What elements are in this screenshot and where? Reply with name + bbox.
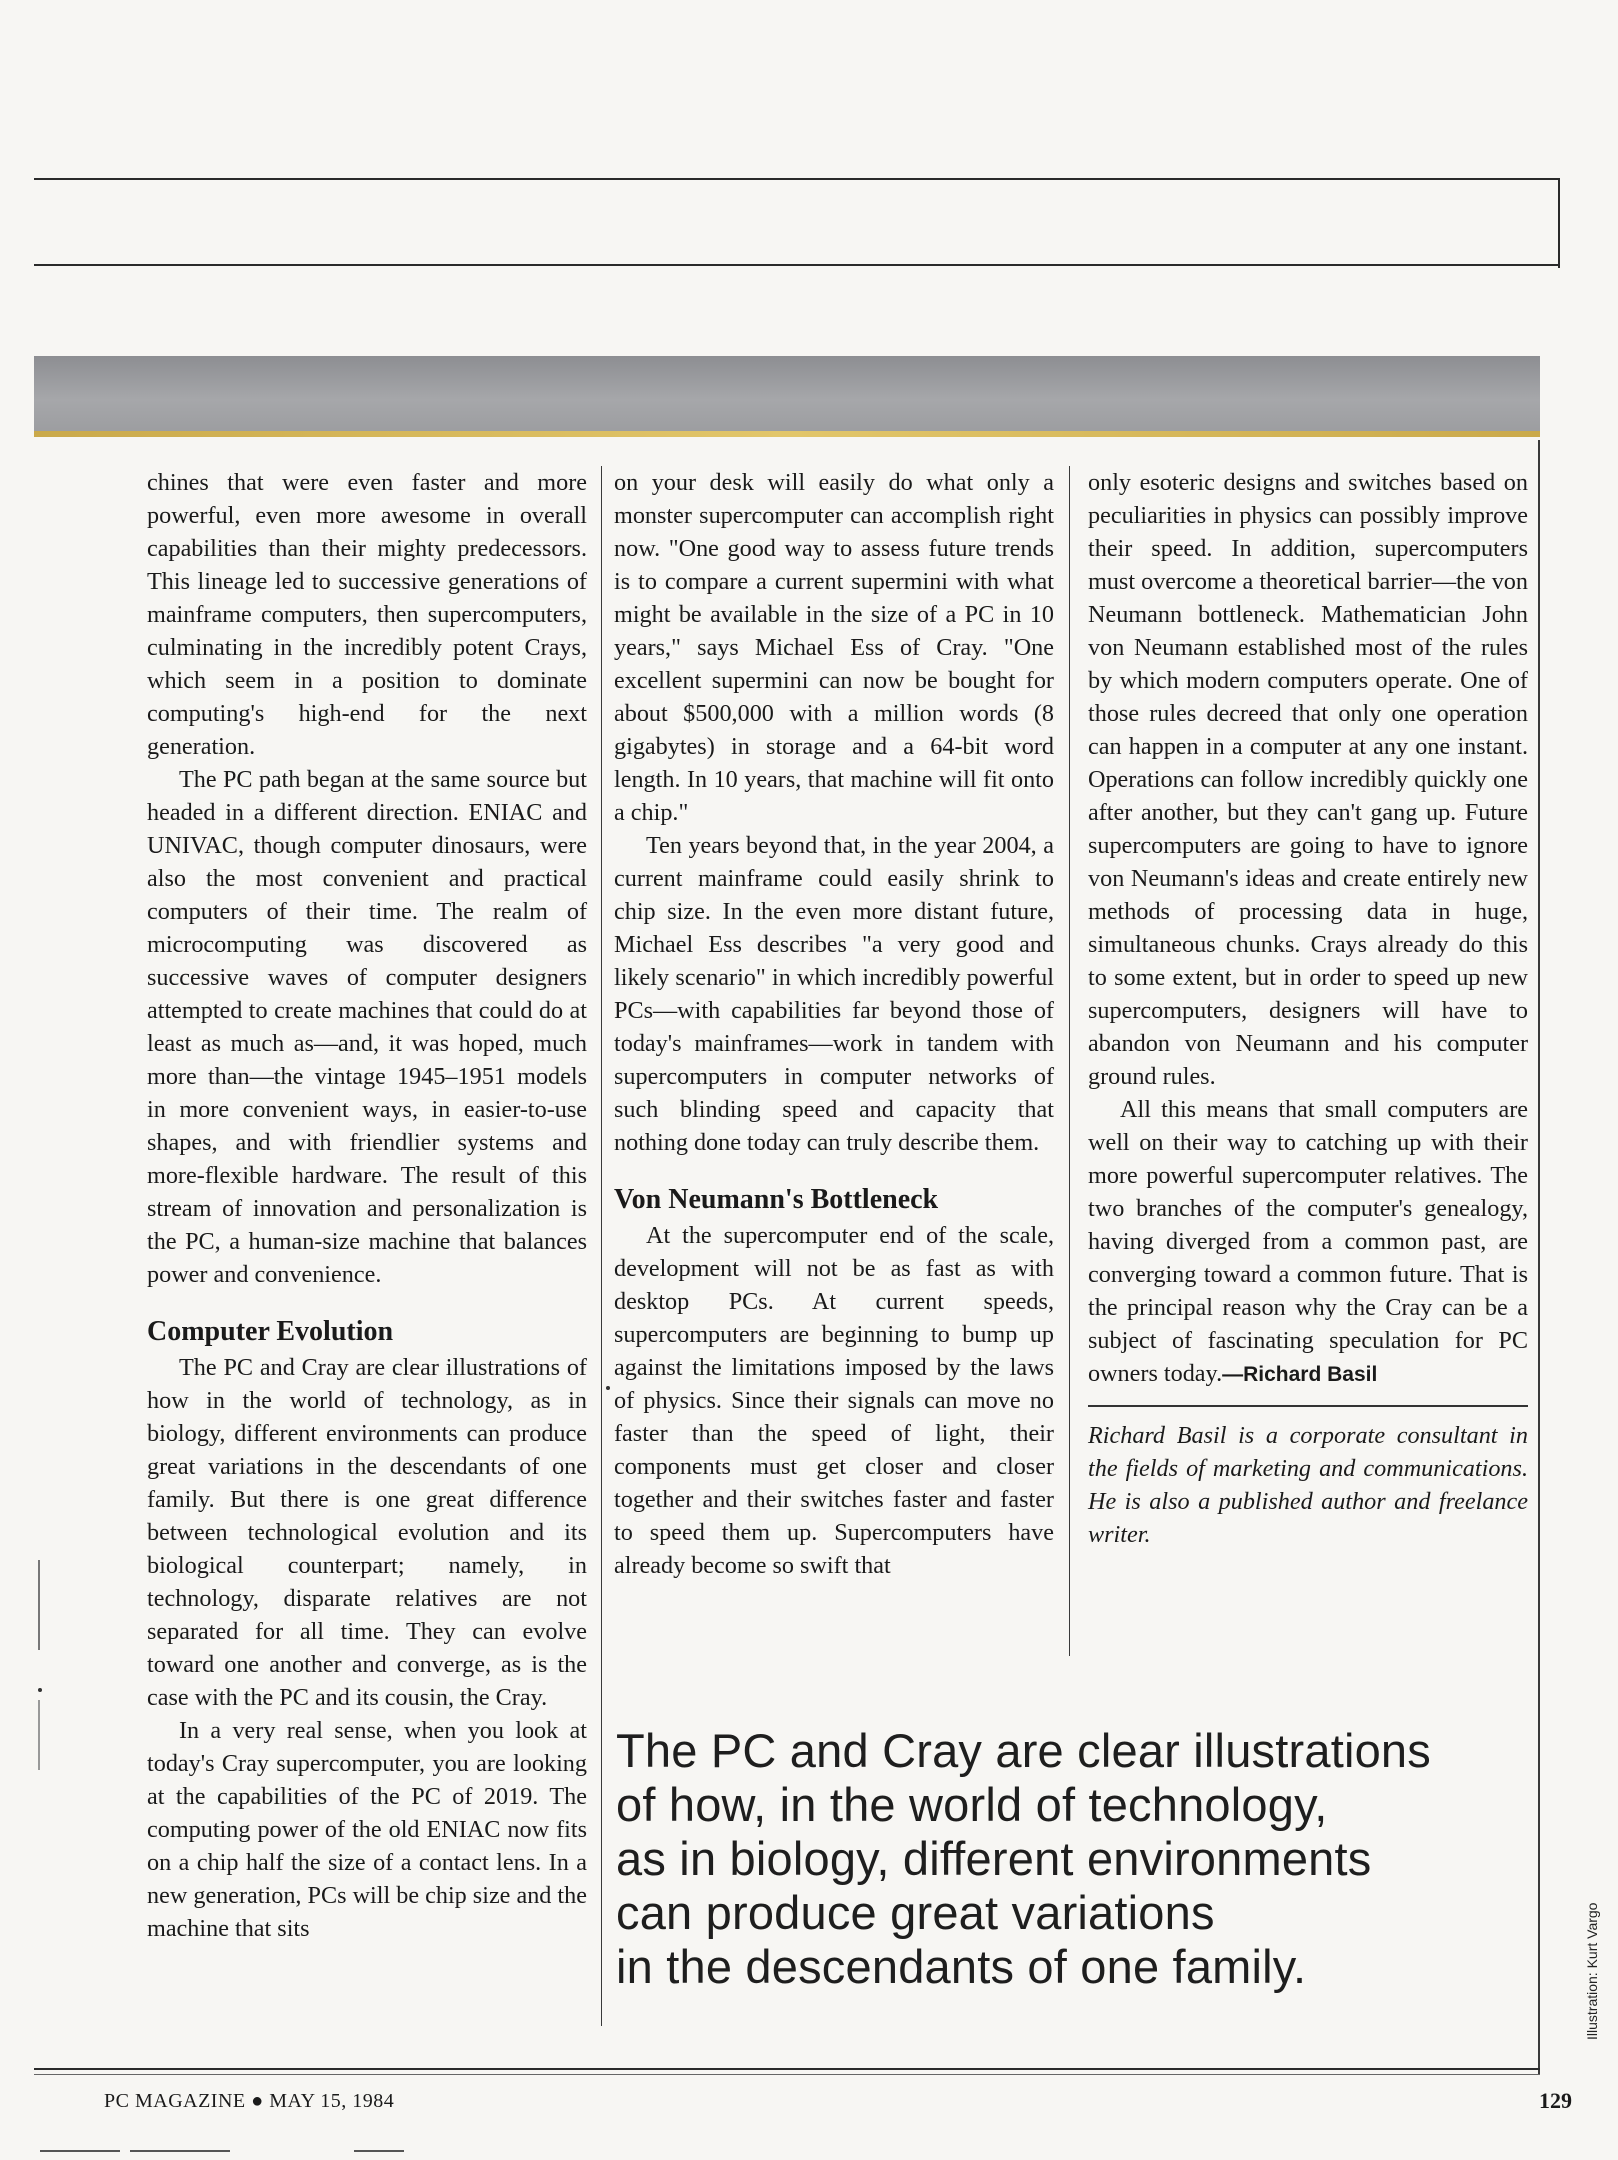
paragraph: Ten years beyond that, in the year 2004, a current mainframe could easily shrink to chip size. In the even more distant future, Michael Ess describes "a very good and likely scenario" in which incredibly powerful PCs—with capabilities far beyond those of today's mainframes—work in tandem with supercomputers in computer networks of such blinding speed and capacity that nothing done today can truly describe them. (614, 832, 1054, 1156)
margin-mark (38, 1688, 42, 1692)
scan-mark (40, 2150, 120, 2152)
article-column-1 (147, 466, 587, 1945)
margin-mark (606, 1386, 610, 1390)
top-rule (34, 178, 1560, 180)
column-divider-2 (1069, 466, 1070, 1656)
author-bio: Richard Basil is a corporate consultant in the fields of marketing and communications. He is also a published author and freelance writer. (1088, 1422, 1528, 1548)
column-divider-1 (601, 466, 602, 2026)
pull-quote (616, 1724, 1536, 1994)
section-heading: Computer Evolution (147, 1316, 394, 1347)
right-frame-line (1538, 440, 1540, 2074)
pull-quote-line: The PC and Cray are clear illustrations (616, 1724, 1431, 1777)
footer-publication: PC MAGAZINE ● MAY 15, 1984 (104, 2090, 395, 2112)
paragraph: At the supercomputer end of the scale, development will not be as fast as with desktop PCs. At current speeds, supercomputers are beginning to bump up against the limitations imposed by the laws of physics. Since their signals can move no faster than the speed of light, their components must get closer and closer together and their switches faster and faster to speed them up. Supercomputers have already become so swift that (614, 1222, 1054, 1579)
paragraph: In a very real sense, when you look at today's Cray supercomputer, you are looking at the capabilities of the PC of 2019. The computing power of the old ENIAC now fits on a chip half the size of a contact lens. In a new generation, PCs will be chip size and the machine that sits (147, 1717, 587, 1942)
scan-mark (354, 2150, 404, 2152)
article-column-2 (614, 466, 1054, 1582)
bottom-rule-2 (34, 2074, 1540, 2075)
page-number: 129 (1539, 2088, 1572, 2113)
paragraph: on your desk will easily do what only a monster supercomputer can accomplish right now. "One good way to assess future trends is to compare a current supermini with what might be available in the size of a PC in 10 years," says Michael Ess of Cray. "One excellent supermini can now be bought for about $500,000 with a million words (8 gigabytes) in storage and a 64-bit word length. In 10 years, that machine will fit onto a chip." (614, 469, 1054, 826)
pull-quote-line: of how, in the world of technology, (616, 1778, 1328, 1831)
paragraph: chines that were even faster and more powerful, even more awesome in overall capabilities than their mighty predecessors. This lineage led to successive generations of mainframe computers, then supercomputers, culminating in the incredibly potent Crays, which seem in a position to dominate computing's high-end for the next generation. (147, 469, 587, 760)
paragraph: only esoteric designs and switches based on peculiarities in physics can possibly improve their speed. In addition, supercomputers must overcome a theoretical barrier—the von Neumann bottleneck. Mathematician John von Neumann established most of the rules by which modern computers operate. One of those rules decreed that only one operation can happen in a computer at any one instant. Operations can follow incredibly quickly one after another, but they can't gang up. Future supercomputers are going to have to ignore von Neumann's ideas and create entirely new methods of processing data in huge, simultaneous chunks. Crays already do this to some extent, but in order to speed up new supercomputers, designers will have to abandon von Neumann and his computer ground rules. (1088, 469, 1528, 1090)
margin-mark (38, 1700, 40, 1770)
bottom-rule (34, 2068, 1540, 2070)
illustration-credit: Illustration: Kurt Vargo (1584, 1902, 1600, 2040)
margin-mark (38, 1560, 40, 1650)
pull-quote-line: can produce great variations (616, 1886, 1215, 1939)
pull-quote-line: as in biology, different environments (616, 1832, 1372, 1885)
header-rule (34, 264, 1560, 266)
paragraph: The PC path began at the same source but headed in a different direction. ENIAC and UNIVAC, though computer dinosaurs, were also the most convenient and practical computers of their time. The realm of microcomputing was discovered as successive waves of computer designers attempted to create machines that could do at least as much as—and, it was hoped, much more than—the vintage 1945–1951 models in more convenient ways, in easier-to-use shapes, and with friendlier systems and more-flexible hardware. The result of this stream of innovation and personalization is the PC, a human-size machine that balances power and convenience. (147, 766, 587, 1288)
bio-divider (1088, 1405, 1528, 1407)
paragraph (1088, 1093, 1528, 1391)
banner-accent-stripe (34, 431, 1540, 437)
scan-mark (130, 2150, 230, 2152)
pull-quote-line: in the descendants of one family. (616, 1940, 1307, 1993)
article-column-3 (1088, 466, 1528, 1551)
section-heading: Von Neumann's Bottleneck (614, 1184, 939, 1215)
header-banner (34, 356, 1540, 436)
top-rule-right (1558, 178, 1560, 268)
paragraph: The PC and Cray are clear illustrations of how in the world of technology, as in biology, different environments can produce great variations in the descendants of one family. But there is one great difference between technological evolution and its biological counterpart; namely, in technology, disparate relatives are not separated for all time. They can evolve toward one another and converge, as is the case with the PC and its cousin, the Cray. (147, 1354, 587, 1711)
paragraph-text: All this means that small computers are well on their way to catching up with their more powerful supercomputer relatives. The two branches of the computer's genealogy, having diverged from a common past, are converging toward a common future. That is the principal reason why the Cray can be a subject of fascinating speculation for PC owners today. (1088, 1096, 1528, 1387)
author-byline: —Richard Basil (1222, 1363, 1378, 1386)
